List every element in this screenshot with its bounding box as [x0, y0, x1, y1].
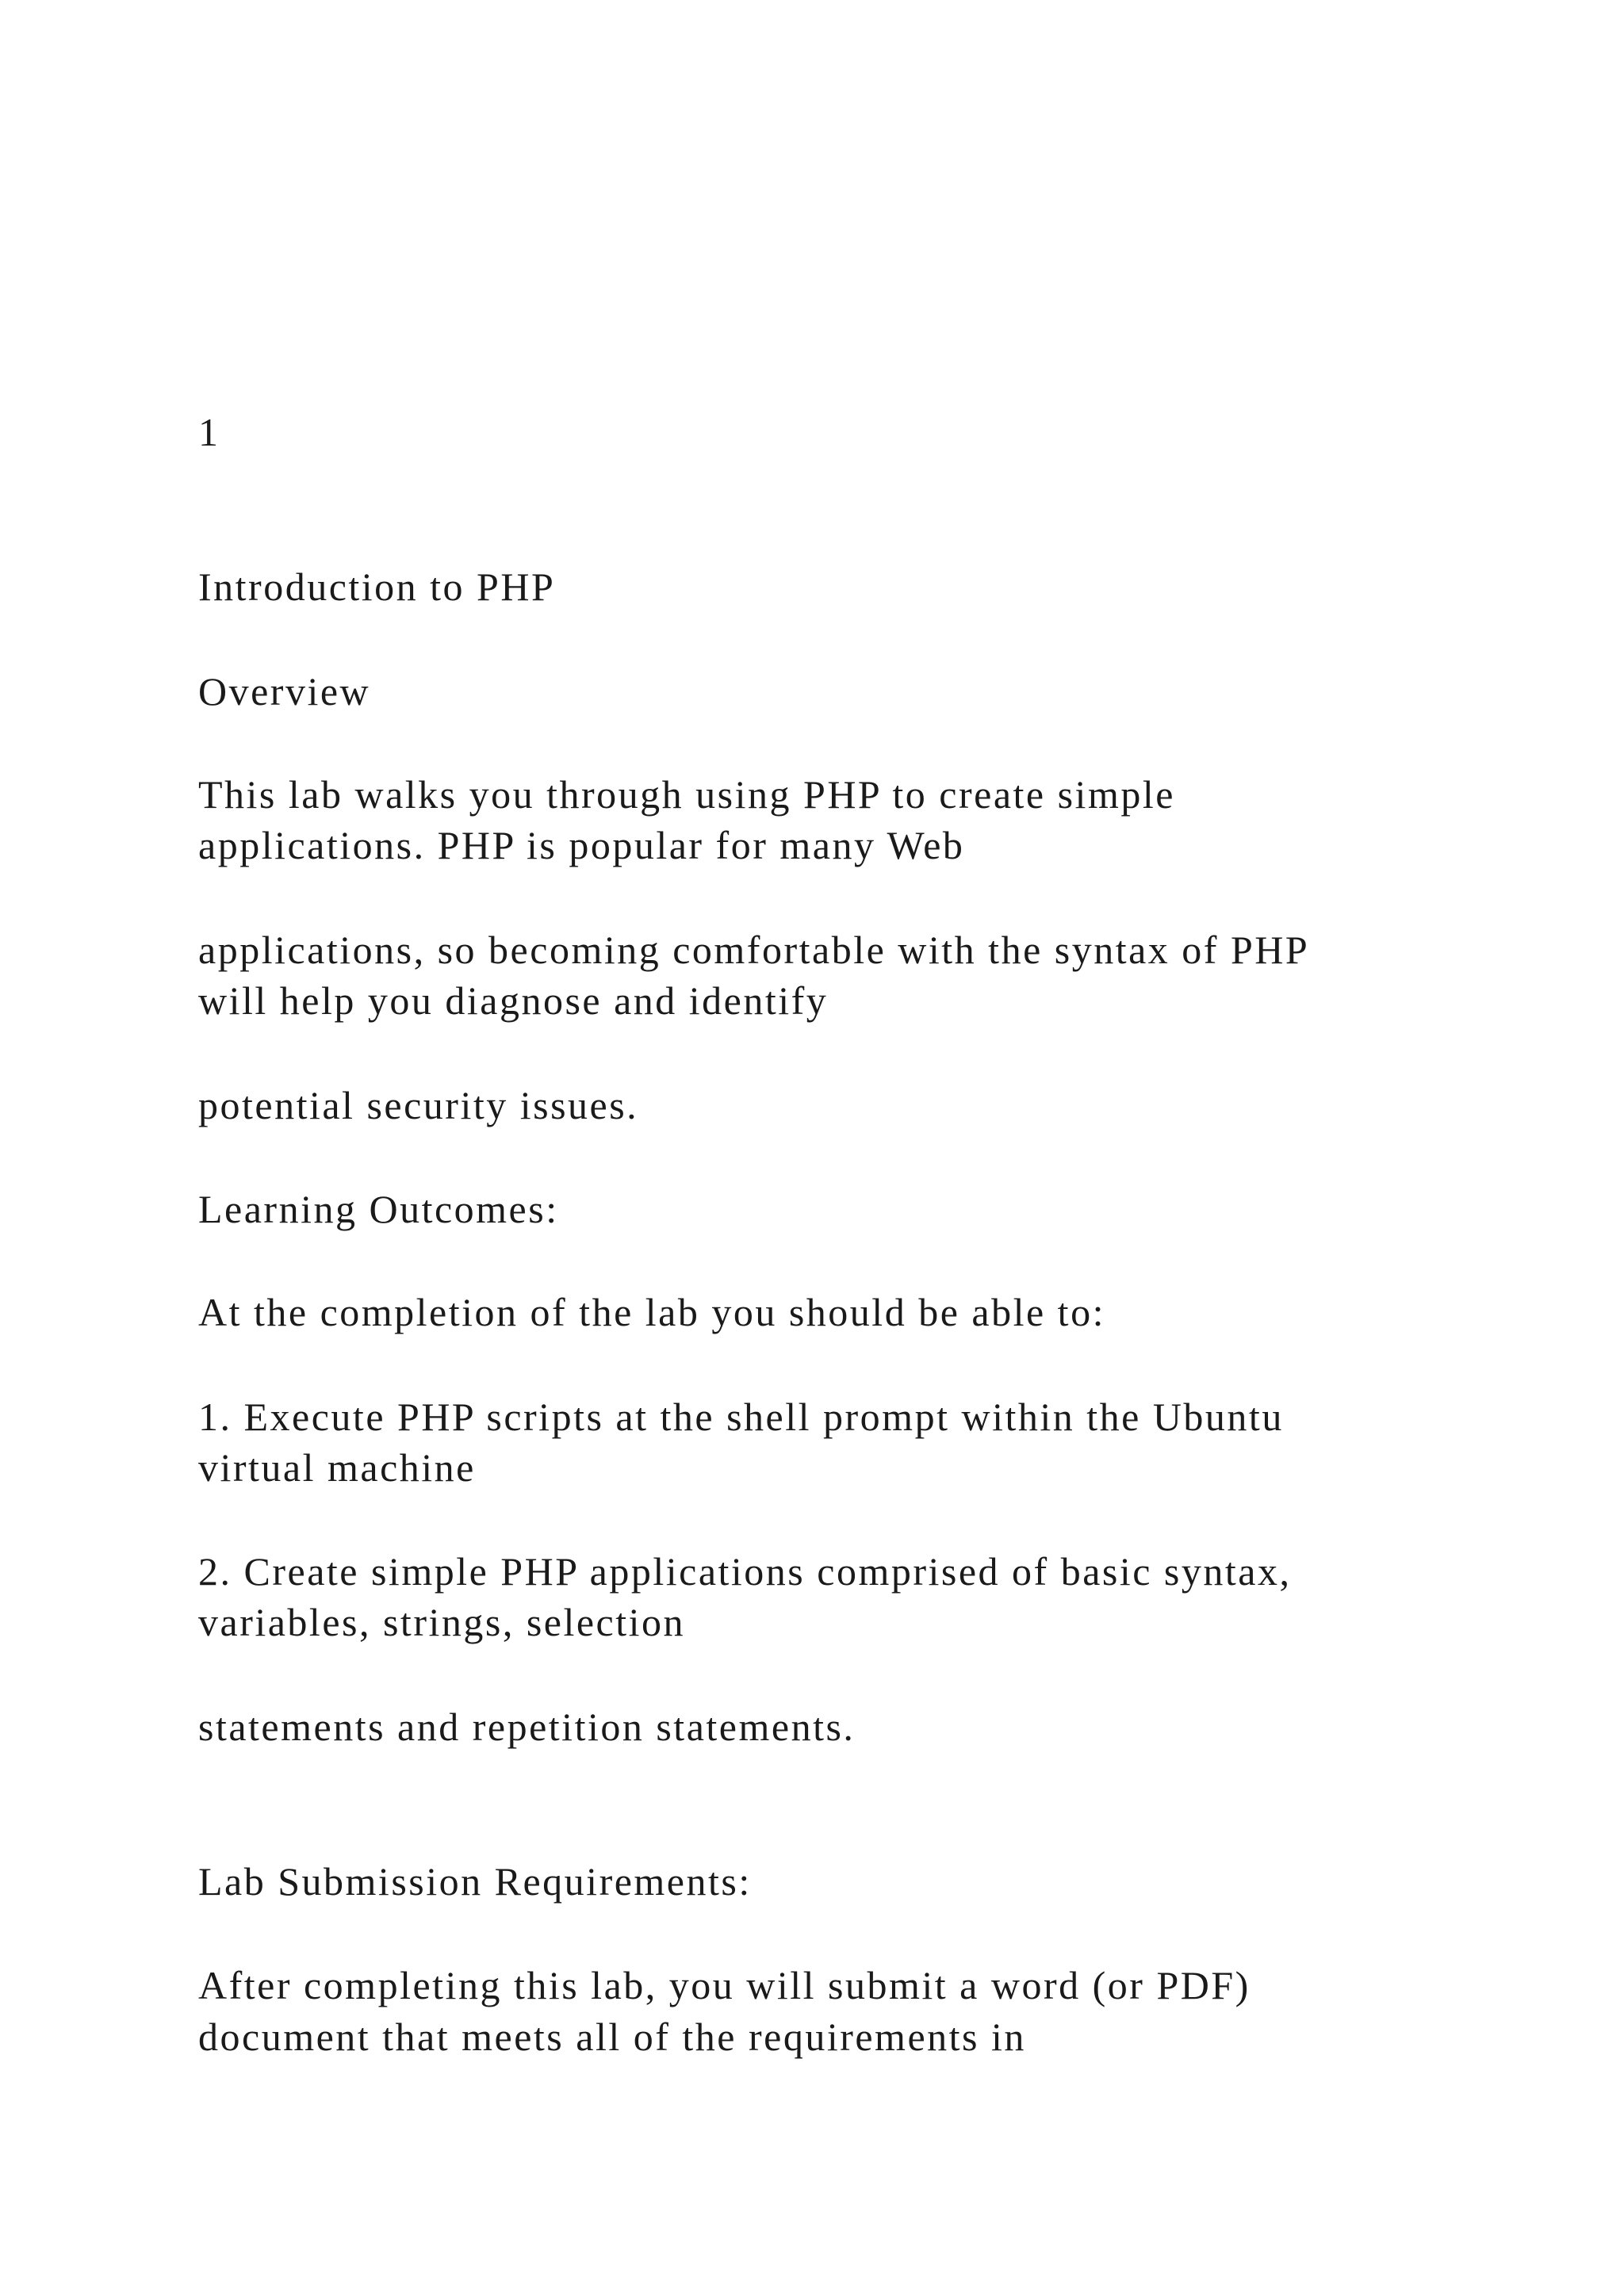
overview-heading: Overview	[198, 669, 371, 714]
outcome-item-line: virtual machine	[198, 1445, 476, 1490]
outcome-item-line: variables, strings, selection	[198, 1600, 686, 1644]
learning-outcomes-intro: At the completion of the lab you should be able to:	[198, 1290, 1105, 1334]
document-title: Introduction to PHP	[198, 564, 556, 609]
submission-paragraph-line: After completing this lab, you will submit a word (or PDF)	[198, 1963, 1251, 2007]
submission-requirements-heading: Lab Submission Requirements:	[198, 1859, 752, 1904]
submission-paragraph-line: document that meets all of the requirements in	[198, 2015, 1026, 2059]
overview-paragraph-line: applications. PHP is popular for many Web	[198, 823, 965, 867]
page-number: 1	[198, 410, 220, 454]
overview-paragraph-line: potential security issues.	[198, 1083, 639, 1127]
overview-paragraph-line: will help you diagnose and identify	[198, 978, 829, 1023]
overview-paragraph-line: This lab walks you through using PHP to create simple	[198, 772, 1175, 817]
outcome-item-line: 1. Execute PHP scripts at the shell prompt within the Ubuntu	[198, 1395, 1284, 1439]
learning-outcomes-heading: Learning Outcomes:	[198, 1187, 559, 1231]
outcome-item-line: 2. Create simple PHP applications comprised of basic syntax,	[198, 1549, 1292, 1594]
outcome-item-line: statements and repetition statements.	[198, 1705, 856, 1749]
overview-paragraph-line: applications, so becoming comfortable with the syntax of PHP	[198, 928, 1310, 972]
